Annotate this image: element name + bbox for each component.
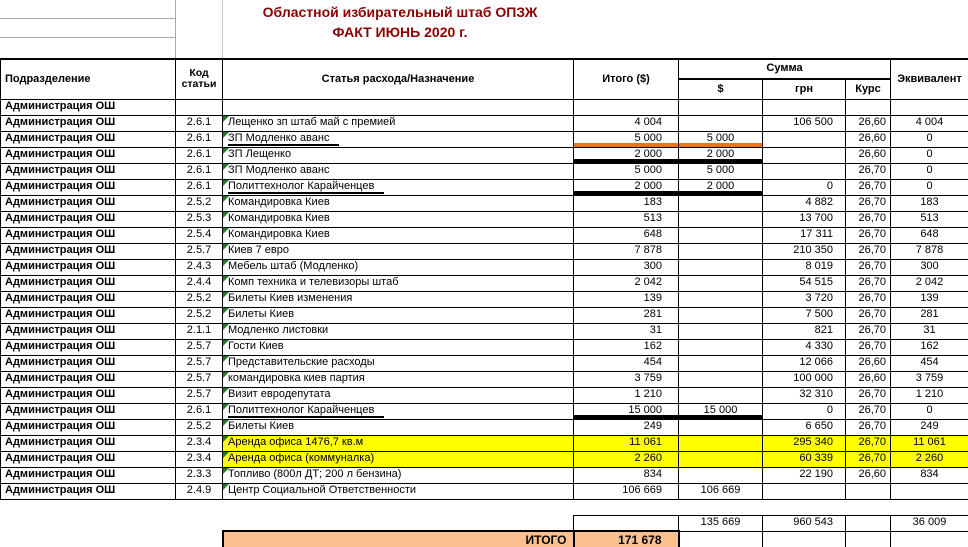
item-label: Лещенко зп штаб май с премией <box>228 116 396 129</box>
cell-uah[interactable]: 4 882 <box>763 195 846 211</box>
table-row <box>1 131 968 147</box>
cell-rate[interactable]: 26,70 <box>846 403 891 419</box>
header-item[interactable]: Статья расхода/Назначение <box>223 59 574 99</box>
item-label: Центр Социальной Ответственности <box>228 484 417 497</box>
error-triangle-icon <box>223 132 229 138</box>
cell-item[interactable] <box>223 243 574 259</box>
cell-usd[interactable] <box>679 259 763 275</box>
cell-uah[interactable]: 60 339 <box>763 451 846 467</box>
cell-division[interactable]: Администрация ОШ <box>1 483 176 499</box>
cell-usd[interactable] <box>679 243 763 259</box>
error-triangle-icon <box>223 212 229 218</box>
cell-rate[interactable]: 26,70 <box>846 435 891 451</box>
cell-equiv[interactable]: 2 260 <box>891 451 968 467</box>
table-header <box>1 59 968 99</box>
table-row <box>1 147 968 163</box>
cell-usd[interactable]: 15 000 <box>679 403 763 419</box>
error-triangle-icon <box>223 116 229 122</box>
cell-item[interactable] <box>223 179 574 195</box>
error-triangle-icon <box>223 244 229 250</box>
cell-equiv[interactable]: 4 004 <box>891 115 968 131</box>
cell-total[interactable]: 2 042 <box>574 275 679 291</box>
grand-total-row <box>1 531 968 547</box>
cell-equiv[interactable]: 0 <box>891 403 968 419</box>
cell-item[interactable] <box>223 115 574 131</box>
cell-usd[interactable] <box>679 371 763 387</box>
cell-uah[interactable] <box>763 99 846 115</box>
cell-division[interactable]: Администрация ОШ <box>1 211 176 227</box>
cell-equiv[interactable]: 281 <box>891 307 968 323</box>
cell-item[interactable] <box>223 275 574 291</box>
cell-division[interactable]: Администрация ОШ <box>1 259 176 275</box>
cell-rate[interactable]: 26,70 <box>846 419 891 435</box>
error-triangle-icon <box>223 324 229 330</box>
cell-item[interactable] <box>223 483 574 499</box>
cell-rate[interactable]: 26,60 <box>846 115 891 131</box>
totals-total-cell[interactable] <box>574 515 679 531</box>
cell-uah[interactable]: 8 019 <box>763 259 846 275</box>
cell-code[interactable]: 2.3.3 <box>176 467 223 483</box>
item-label: Киев 7 евро <box>228 244 289 257</box>
cell-uah[interactable]: 3 720 <box>763 291 846 307</box>
cell-uah[interactable]: 6 650 <box>763 419 846 435</box>
cell-usd[interactable] <box>679 467 763 483</box>
cell-item[interactable] <box>223 339 574 355</box>
cell-uah[interactable]: 0 <box>763 403 846 419</box>
cell-item[interactable] <box>223 387 574 403</box>
cell-code[interactable]: 2.5.2 <box>176 307 223 323</box>
error-triangle-icon <box>223 468 229 474</box>
cell-equiv[interactable]: 139 <box>891 291 968 307</box>
cell-total[interactable]: 454 <box>574 355 679 371</box>
cell-uah[interactable]: 210 350 <box>763 243 846 259</box>
expense-table <box>0 58 968 547</box>
error-triangle-icon <box>223 180 229 186</box>
error-triangle-icon <box>223 356 229 362</box>
cell-code[interactable]: 2.6.1 <box>176 115 223 131</box>
cell-uah[interactable] <box>763 147 846 163</box>
grand-total-label[interactable]: ИТОГО <box>223 531 574 547</box>
cell-usd[interactable] <box>679 291 763 307</box>
cell-uah[interactable]: 32 310 <box>763 387 846 403</box>
cell-division[interactable]: Администрация ОШ <box>1 387 176 403</box>
cell-item[interactable] <box>223 403 574 419</box>
cell-equiv[interactable]: 0 <box>891 147 968 163</box>
cell-usd[interactable] <box>679 307 763 323</box>
cell-usd[interactable] <box>679 419 763 435</box>
cell-division[interactable]: Администрация ОШ <box>1 323 176 339</box>
totals-rate-cell[interactable] <box>846 515 891 531</box>
cell-item[interactable] <box>223 467 574 483</box>
error-triangle-icon <box>223 148 229 154</box>
item-label: Комп техника и телевизоры штаб <box>228 276 399 289</box>
error-triangle-icon <box>223 452 229 458</box>
cell-usd[interactable]: 2 000 <box>679 147 763 163</box>
cell-total[interactable]: 834 <box>574 467 679 483</box>
error-triangle-icon <box>223 404 229 410</box>
cell-item[interactable] <box>223 451 574 467</box>
cell-rate[interactable]: 26,70 <box>846 211 891 227</box>
table-row <box>1 163 968 179</box>
cell-total[interactable]: 2 000 <box>574 147 679 163</box>
cell-rate[interactable]: 26,70 <box>846 259 891 275</box>
table-footer <box>1 499 968 547</box>
table-row <box>1 243 968 259</box>
item-label: Визит евродепутата <box>228 388 331 401</box>
error-triangle-icon <box>223 196 229 202</box>
cell-usd[interactable] <box>679 387 763 403</box>
table-row <box>1 371 968 387</box>
cell-code[interactable]: 2.6.1 <box>176 403 223 419</box>
cell-equiv[interactable]: 2 042 <box>891 275 968 291</box>
cell-division[interactable]: Администрация ОШ <box>1 99 176 115</box>
header-equiv[interactable]: Эквивалент <box>891 59 968 99</box>
cell-division[interactable]: Администрация ОШ <box>1 179 176 195</box>
cell-item[interactable] <box>223 307 574 323</box>
cell-uah[interactable]: 54 515 <box>763 275 846 291</box>
cell-uah[interactable] <box>763 163 846 179</box>
cell-division[interactable]: Администрация ОШ <box>1 451 176 467</box>
cell-usd[interactable] <box>679 195 763 211</box>
cell-total[interactable]: 249 <box>574 419 679 435</box>
totals-equiv[interactable]: 36 009 <box>891 515 968 531</box>
cell-code[interactable]: 2.5.3 <box>176 211 223 227</box>
cell-uah[interactable]: 22 190 <box>763 467 846 483</box>
cell-item[interactable] <box>223 291 574 307</box>
cell-rate[interactable]: 26,60 <box>846 371 891 387</box>
cell-division[interactable]: Администрация ОШ <box>1 371 176 387</box>
cell-code[interactable]: 2.5.2 <box>176 195 223 211</box>
table-row <box>1 387 968 403</box>
table-body <box>1 99 968 499</box>
cell-rate[interactable]: 26,70 <box>846 195 891 211</box>
cell-uah[interactable]: 106 500 <box>763 115 846 131</box>
cell-equiv[interactable]: 7 878 <box>891 243 968 259</box>
title-block <box>0 0 968 58</box>
item-label: Политтехнолог Карайченцев <box>228 404 384 418</box>
item-label: Командировка Киев <box>228 212 330 225</box>
item-label: Топливо (800л ДТ; 200 л бензина) <box>228 468 402 481</box>
cell-total[interactable]: 3 759 <box>574 371 679 387</box>
cell-code[interactable]: 2.5.7 <box>176 243 223 259</box>
item-label: ЗП Лещенко <box>228 148 292 161</box>
cell-usd[interactable] <box>679 275 763 291</box>
cell-division[interactable]: Администрация ОШ <box>1 131 176 147</box>
cell-code[interactable]: 2.1.1 <box>176 323 223 339</box>
cell-equiv[interactable]: 0 <box>891 131 968 147</box>
table-row <box>1 323 968 339</box>
cell-usd[interactable] <box>679 99 763 115</box>
table-row <box>1 307 968 323</box>
header-sum-group[interactable]: Сумма <box>679 59 891 79</box>
cell-total[interactable]: 31 <box>574 323 679 339</box>
cell-division[interactable]: Администрация ОШ <box>1 339 176 355</box>
item-label: Билеты Киев изменения <box>228 292 353 305</box>
cell-uah[interactable]: 295 340 <box>763 435 846 451</box>
cell-rate[interactable]: 26,70 <box>846 307 891 323</box>
cell-rate[interactable]: 26,70 <box>846 387 891 403</box>
cell-uah[interactable]: 7 500 <box>763 307 846 323</box>
cell-equiv[interactable] <box>891 99 968 115</box>
cell-code[interactable]: 2.3.4 <box>176 451 223 467</box>
cell-division[interactable]: Администрация ОШ <box>1 195 176 211</box>
report-subtitle: ФАКТ ИЮНЬ 2020 г. <box>332 23 468 40</box>
error-triangle-icon <box>223 164 229 170</box>
item-label: Билеты Киев <box>228 420 295 433</box>
cell-item[interactable] <box>223 211 574 227</box>
cell-total[interactable]: 513 <box>574 211 679 227</box>
item-label: Политтехнолог Карайченцев <box>228 180 384 194</box>
cell-total[interactable]: 139 <box>574 291 679 307</box>
table-row <box>1 227 968 243</box>
table-row <box>1 179 968 195</box>
cell-code[interactable] <box>176 99 223 115</box>
item-label: ЗП Модленко аванс <box>228 132 339 146</box>
cell-rate[interactable]: 26,70 <box>846 275 891 291</box>
cell-item[interactable] <box>223 371 574 387</box>
item-label: Гости Киев <box>228 340 284 353</box>
cell-total[interactable]: 5 000 <box>574 131 679 147</box>
cell-division[interactable]: Администрация ОШ <box>1 163 176 179</box>
cell-rate[interactable]: 26,70 <box>846 323 891 339</box>
header-code[interactable]: Код статьи <box>176 59 223 99</box>
cell-code[interactable]: 2.5.4 <box>176 227 223 243</box>
cell-uah[interactable]: 13 700 <box>763 211 846 227</box>
cell-item[interactable] <box>223 323 574 339</box>
cell-total[interactable]: 1 210 <box>574 387 679 403</box>
cell-division[interactable]: Администрация ОШ <box>1 243 176 259</box>
cell-total[interactable]: 2 000 <box>574 179 679 195</box>
spacer-row <box>1 499 968 515</box>
cell-code[interactable]: 2.4.3 <box>176 259 223 275</box>
cell-item[interactable] <box>223 147 574 163</box>
cell-total[interactable]: 300 <box>574 259 679 275</box>
cell-equiv[interactable]: 834 <box>891 467 968 483</box>
cell-item[interactable] <box>223 259 574 275</box>
error-triangle-icon <box>223 228 229 234</box>
error-triangle-icon <box>223 292 229 298</box>
cell-total[interactable]: 281 <box>574 307 679 323</box>
header-division[interactable]: Подразделение <box>1 59 176 99</box>
cell-usd[interactable]: 2 000 <box>679 179 763 195</box>
table-row <box>1 355 968 371</box>
error-triangle-icon <box>223 436 229 442</box>
cell-equiv[interactable]: 11 061 <box>891 435 968 451</box>
grand-total-value[interactable]: 171 678 <box>574 531 679 547</box>
cell-usd[interactable] <box>679 355 763 371</box>
cell-code[interactable]: 2.6.1 <box>176 163 223 179</box>
cell-equiv[interactable]: 183 <box>891 195 968 211</box>
table-row <box>1 291 968 307</box>
cell-equiv[interactable] <box>891 483 968 499</box>
cell-total[interactable]: 5 000 <box>574 163 679 179</box>
cell-equiv[interactable]: 249 <box>891 419 968 435</box>
header-total[interactable]: Итого ($) <box>574 59 679 99</box>
cell-usd[interactable]: 5 000 <box>679 131 763 147</box>
cell-usd[interactable]: 5 000 <box>679 163 763 179</box>
error-triangle-icon <box>223 276 229 282</box>
error-triangle-icon <box>223 308 229 314</box>
cell-total[interactable]: 7 878 <box>574 243 679 259</box>
cell-equiv[interactable]: 0 <box>891 163 968 179</box>
cell-code[interactable]: 2.5.7 <box>176 387 223 403</box>
cell-equiv[interactable]: 31 <box>891 323 968 339</box>
cell-item[interactable] <box>223 435 574 451</box>
totals-uah[interactable]: 960 543 <box>763 515 846 531</box>
table-row <box>1 99 968 115</box>
cell-rate[interactable]: 26,60 <box>846 355 891 371</box>
cell-uah[interactable]: 12 066 <box>763 355 846 371</box>
cell-usd[interactable] <box>679 451 763 467</box>
error-triangle-icon <box>223 420 229 426</box>
item-label: командировка киев партия <box>228 372 365 385</box>
cell-usd[interactable] <box>679 435 763 451</box>
error-triangle-icon <box>223 388 229 394</box>
cell-item[interactable] <box>223 131 574 147</box>
cell-total[interactable]: 648 <box>574 227 679 243</box>
cell-total[interactable]: 2 260 <box>574 451 679 467</box>
cell-rate[interactable]: 26,70 <box>846 339 891 355</box>
cell-code[interactable]: 2.6.1 <box>176 179 223 195</box>
cell-rate[interactable]: 26,70 <box>846 243 891 259</box>
cell-equiv[interactable]: 162 <box>891 339 968 355</box>
cell-total[interactable]: 162 <box>574 339 679 355</box>
cell-usd[interactable] <box>679 227 763 243</box>
cell-equiv[interactable]: 648 <box>891 227 968 243</box>
cell-code[interactable]: 2.5.7 <box>176 371 223 387</box>
cell-uah[interactable] <box>763 483 846 499</box>
table-row <box>1 259 968 275</box>
cell-usd[interactable]: 106 669 <box>679 483 763 499</box>
cell-equiv[interactable]: 3 759 <box>891 371 968 387</box>
table-row <box>1 275 968 291</box>
header-rate[interactable]: Курс <box>846 79 891 99</box>
cell-item[interactable] <box>223 99 574 115</box>
item-label: Командировка Киев <box>228 196 330 209</box>
table-row <box>1 211 968 227</box>
cell-code[interactable]: 2.4.9 <box>176 483 223 499</box>
cell-usd[interactable] <box>679 323 763 339</box>
cell-division[interactable]: Администрация ОШ <box>1 227 176 243</box>
table-row <box>1 467 968 483</box>
cell-equiv[interactable]: 454 <box>891 355 968 371</box>
cell-rate[interactable]: 26,70 <box>846 163 891 179</box>
error-triangle-icon <box>223 372 229 378</box>
cell-code[interactable]: 2.5.2 <box>176 291 223 307</box>
cell-item[interactable] <box>223 419 574 435</box>
cell-usd[interactable] <box>679 211 763 227</box>
cell-division[interactable]: Администрация ОШ <box>1 419 176 435</box>
cell-code[interactable]: 2.5.7 <box>176 355 223 371</box>
table-row <box>1 115 968 131</box>
error-triangle-icon <box>223 340 229 346</box>
item-label: Командировка Киев <box>228 228 330 241</box>
cell-code[interactable]: 2.3.4 <box>176 435 223 451</box>
item-label: Билеты Киев <box>228 308 295 321</box>
cell-division[interactable]: Администрация ОШ <box>1 115 176 131</box>
cell-uah[interactable]: 4 330 <box>763 339 846 355</box>
cell-equiv[interactable]: 0 <box>891 179 968 195</box>
cell-division[interactable]: Администрация ОШ <box>1 307 176 323</box>
cell-code[interactable]: 2.5.7 <box>176 339 223 355</box>
item-label: Аренда офиса 1476,7 кв.м <box>228 436 364 449</box>
cell-division[interactable]: Администрация ОШ <box>1 435 176 451</box>
cell-code[interactable]: 2.5.2 <box>176 419 223 435</box>
cell-uah[interactable]: 821 <box>763 323 846 339</box>
table-row <box>1 339 968 355</box>
cell-division[interactable]: Администрация ОШ <box>1 291 176 307</box>
table-row <box>1 419 968 435</box>
cell-division[interactable]: Администрация ОШ <box>1 147 176 163</box>
cell-total[interactable]: 4 004 <box>574 115 679 131</box>
cell-uah[interactable] <box>763 131 846 147</box>
cell-item[interactable] <box>223 355 574 371</box>
cell-rate[interactable]: 26,70 <box>846 451 891 467</box>
cell-usd[interactable] <box>679 339 763 355</box>
cell-equiv[interactable]: 513 <box>891 211 968 227</box>
cell-code[interactable]: 2.6.1 <box>176 131 223 147</box>
cell-rate[interactable]: 26,70 <box>846 179 891 195</box>
item-label: ЗП Модленко аванс <box>228 164 330 177</box>
item-label: Модленко листовки <box>228 324 329 337</box>
cell-code[interactable]: 2.6.1 <box>176 147 223 163</box>
item-label: Аренда офиса (коммуналка) <box>228 452 375 465</box>
table-row <box>1 195 968 211</box>
table-row <box>1 451 968 467</box>
cell-equiv[interactable]: 1 210 <box>891 387 968 403</box>
cell-total[interactable]: 15 000 <box>574 403 679 419</box>
item-label: Представительские расходы <box>228 356 375 369</box>
cell-rate[interactable]: 26,70 <box>846 291 891 307</box>
cell-rate[interactable]: 26,60 <box>846 467 891 483</box>
table-row <box>1 435 968 451</box>
cell-rate[interactable] <box>846 483 891 499</box>
cell-division[interactable]: Администрация ОШ <box>1 275 176 291</box>
cell-usd[interactable] <box>679 115 763 131</box>
cell-item[interactable] <box>223 195 574 211</box>
cell-rate[interactable]: 26,70 <box>846 227 891 243</box>
cell-total[interactable]: 11 061 <box>574 435 679 451</box>
totals-usd[interactable]: 135 669 <box>679 515 763 531</box>
cell-rate[interactable] <box>846 99 891 115</box>
table-row <box>1 483 968 499</box>
cell-code[interactable]: 2.4.4 <box>176 275 223 291</box>
header-uah[interactable]: грн <box>763 79 846 99</box>
header-usd[interactable]: $ <box>679 79 763 99</box>
cell-division[interactable]: Администрация ОШ <box>1 355 176 371</box>
cell-total[interactable] <box>574 99 679 115</box>
cell-item[interactable] <box>223 227 574 243</box>
error-triangle-icon <box>223 260 229 266</box>
cell-division[interactable]: Администрация ОШ <box>1 403 176 419</box>
cell-uah[interactable]: 17 311 <box>763 227 846 243</box>
cell-equiv[interactable]: 300 <box>891 259 968 275</box>
cell-rate[interactable]: 26,60 <box>846 147 891 163</box>
cell-item[interactable] <box>223 163 574 179</box>
error-triangle-icon <box>223 484 229 490</box>
item-label: Мебель штаб (Модленко) <box>228 260 359 273</box>
cell-uah[interactable]: 0 <box>763 179 846 195</box>
cell-division[interactable]: Администрация ОШ <box>1 467 176 483</box>
cell-total[interactable]: 106 669 <box>574 483 679 499</box>
cell-total[interactable]: 183 <box>574 195 679 211</box>
table-row <box>1 403 968 419</box>
cell-uah[interactable]: 100 000 <box>763 371 846 387</box>
report-title: Областной избирательный штаб ОПЗЖ <box>262 4 538 20</box>
totals-row <box>1 515 968 531</box>
cell-rate[interactable]: 26,60 <box>846 131 891 147</box>
